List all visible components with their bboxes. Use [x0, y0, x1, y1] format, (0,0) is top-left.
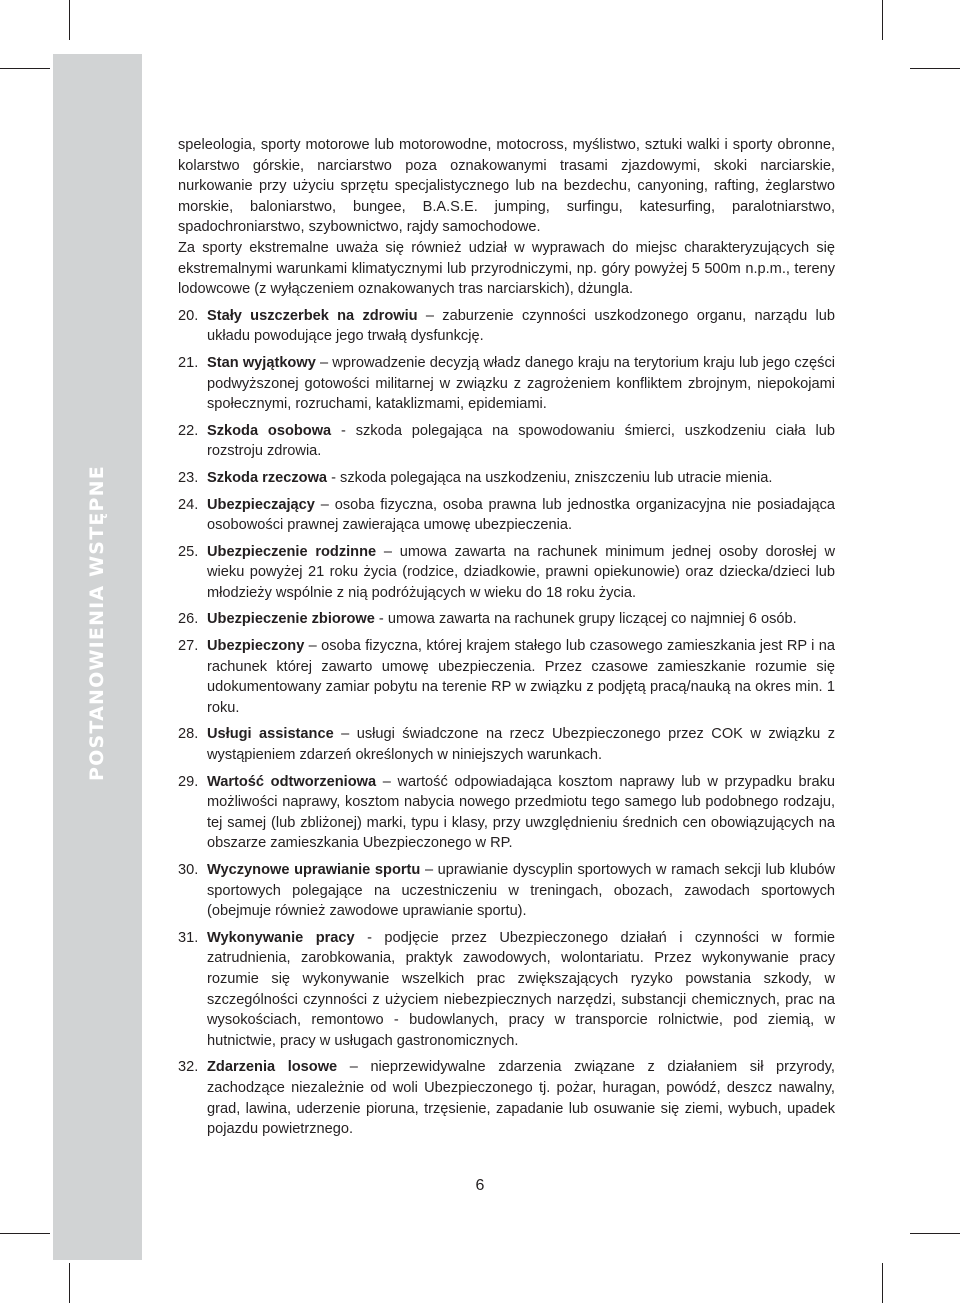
- definition-term: Zdarzenia losowe: [207, 1059, 338, 1076]
- definition-item: [178, 609, 835, 630]
- section-title: POSTANOWIENIA WSTĘPNE: [86, 465, 108, 781]
- definition-term: Ubezpieczenie rodzinne: [207, 543, 377, 560]
- definition-term: Ubezpieczenie zbiorowe: [207, 611, 375, 628]
- crop-mark: [910, 1233, 960, 1234]
- definition-number: 23.: [178, 469, 199, 486]
- document-body: [178, 135, 835, 1140]
- definition-text: – uprawianie dyscyplin sportowych w ramach sekcji lub klubów sportowych polegające na uczestniczeniu w treningach, obozach, zawodach sportowych (obejmuje również zawodowe uprawianie sportu).: [207, 862, 835, 920]
- definition-item: [178, 468, 835, 489]
- crop-mark: [0, 1233, 50, 1234]
- definition-term: Ubezpieczony: [207, 638, 305, 655]
- crop-mark: [910, 68, 960, 69]
- definition-item: [178, 636, 835, 718]
- definition-number: 26.: [178, 611, 199, 628]
- definition-number: 31.: [178, 929, 199, 946]
- crop-mark: [0, 68, 50, 69]
- intro-paragraph: speleologia, sporty motorowe lub motorowodne, motocross, myślistwo, sztuki walki i sporty obronne, kolarstwo górskie, narciarstwo poza oznakowanymi trasami zjazdowymi, skoki narciarskie, nurkowanie przy użyciu sprzętu specjalistycznego lub na bezdechu, canyoning, rafting, żeglarstwo morskie, baloniarstwo, bungee, B.A.S.E. jumping, surfingu, katesurfing, paralotniarstwo, spadochroniarstwo, szybownictwo, rajdy samochodowe.: [178, 137, 835, 236]
- definition-term: Szkoda rzeczowa: [207, 469, 328, 486]
- definition-term: Stały uszczerbek na zdrowiu: [207, 307, 418, 324]
- definition-term: Wyczynowe uprawianie sportu: [207, 862, 421, 878]
- definition-item: [178, 1057, 835, 1139]
- definition-text: – osoba fizyczna, osoba prawna lub jednostka organizacyjna nie posiadająca osobowości prawnej zawierająca umowę ubezpieczenia.: [207, 496, 835, 534]
- definition-number: 28.: [178, 726, 199, 743]
- definition-item: [178, 542, 835, 604]
- definition-text: – wprowadzenie decyzją władz danego kraju na terytorium kraju lub jego części podwyższonej gotowości militarnej w związku z zagrożeniem konfliktem zbrojnym, niepokojami społecznymi, rozruchami, kataklizmami, epidemiami.: [207, 354, 835, 413]
- definition-term: Wartość odtworzeniowa: [207, 773, 377, 790]
- definition-number: 29.: [178, 773, 199, 790]
- definition-term: Szkoda osobowa: [207, 422, 332, 439]
- definition-text: - podjęcie przez Ubezpieczonego działań i czynności w formie zatrudnienia, zarobkowania, praktyk zawodowych, wolontariatu. Przez wykonywanie pracy rozumie się wykonywanie wszelkich prac zwiększających ryzyko powstania szkody, w szczególności czynności z użyciem niebezpiecznych narzędzi, substancji chemicznych, prac na wysokościach, remontowo - budowlanych, pracy w transporcie rolnictwie, pod ziemią, w hutnictwie, pracy w usługach gastronomicznych.: [207, 929, 835, 1049]
- page-number: 6: [475, 1177, 485, 1194]
- definition-text: - umowa zawarta na rachunek grupy liczącej co najmniej 6 osób.: [374, 611, 797, 628]
- definition-text: – nieprzewidywalne zdarzenia związane z działaniem sił przyrody, zachodzące niezależnie od woli Ubezpieczonego tj. pożar, huragan, powódź, deszcz nawalny, grad, lawina, uderzenie pioruna, trzęsienie, zapadanie lub osuwanie się ziemi, wybuch, upadek pojazdu powietrznego.: [207, 1059, 835, 1138]
- definition-text: – wartość odpowiadająca kosztom naprawy lub w przypadku braku możliwości naprawy, kosztom nabycia nowego przedmiotu tego samego lub podobnego rodzaju, tej samej (lub zbliżonej) marki, typu i klasy, przy uwzględnieniu średnich cen obowiązujących na obszarze zamieszkania Ubezpieczonego w RP.: [207, 773, 835, 852]
- crop-mark: [69, 0, 70, 40]
- definition-text: - szkoda polegająca na spowodowaniu śmierci, uszkodzeniu ciała lub rozstroju zdrowia.: [207, 422, 835, 460]
- definition-term: Ubezpieczający: [207, 496, 315, 513]
- definition-number: 30.: [178, 862, 199, 878]
- definition-number: 25.: [178, 543, 199, 560]
- definition-item: [178, 724, 835, 765]
- definition-number: 20.: [178, 307, 199, 324]
- definition-number: 22.: [178, 422, 199, 439]
- definition-text: – zaburzenie czynności uszkodzonego organu, narządu lub układu powodujące jego trwałą dysfunkcję.: [207, 307, 836, 345]
- definition-item: [178, 495, 835, 536]
- crop-mark: [882, 0, 883, 40]
- definition-item: [178, 421, 835, 462]
- definition-item: [178, 772, 835, 854]
- definition-number: 21.: [178, 354, 199, 371]
- definition-term: Stan wyjątkowy: [207, 354, 316, 371]
- definition-term: Usługi assistance: [207, 726, 334, 743]
- definition-term: Wykonywanie pracy: [207, 929, 355, 946]
- definition-item: [178, 928, 835, 1052]
- definition-item: [178, 860, 835, 922]
- intro-paragraph: Za sporty ekstremalne uważa się również udział w wyprawach do miejsc charakteryzujących się ekstremalnymi warunkami klimatycznymi lub przyrodniczymi, np. góry powyżej 5 500m n.p.m., tereny lodowcowe (z wyłączeniem oznakowanych tras narciarskich), dżungla.: [178, 239, 835, 298]
- crop-mark: [69, 1263, 70, 1303]
- definition-text: - szkoda polegająca na uszkodzeniu, zniszczeniu lub utracie mienia.: [327, 469, 773, 486]
- definition-number: 32.: [178, 1059, 199, 1076]
- definition-item: [178, 306, 835, 347]
- definition-text: – umowa zawarta na rachunek minimum jednej osoby dorosłej w wieku powyżej 21 roku życia (rodzice, dziadkowie, prawni opiekunowie) oraz dziecka/dzieci lub młodzieży wspólnie z nią podróżujących w wieku do 18 roku życia.: [207, 543, 835, 601]
- definition-text: – usługi świadczone na rzecz Ubezpieczonego przez COK w związku z wystąpieniem zdarzeń określonych w niniejszych warunkach.: [207, 726, 835, 764]
- crop-mark: [882, 1263, 883, 1303]
- definition-text: – osoba fizyczna, której krajem stałego lub czasowego zamieszkania jest RP i na rachunek której zawarto umowę ubezpieczenia. Przez czasowe zamieszkanie rozumie się udokumentowany zamiar pobytu na terenie RP w związku z podjętą pracą/nauką na okres min. 1 roku.: [207, 638, 835, 716]
- definition-item: [178, 353, 835, 415]
- definition-number: 24.: [178, 496, 199, 513]
- definition-number: 27.: [178, 638, 199, 655]
- definition-list: [178, 306, 835, 1140]
